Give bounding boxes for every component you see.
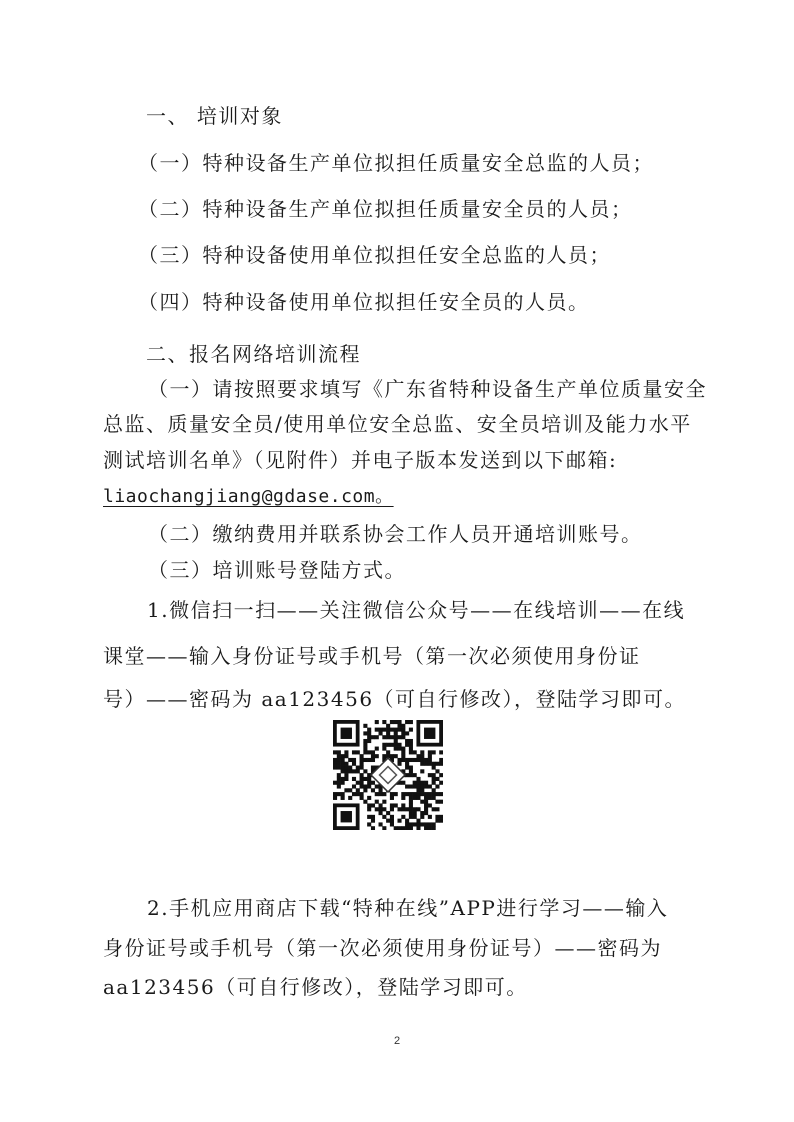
list-item: （四）特种设备使用单位拟担任安全员的人员。 [138, 290, 590, 314]
section-heading-registration: 二、报名网络培训流程 [146, 342, 361, 366]
section-heading-training-targets: 一、 培训对象 [146, 104, 283, 128]
paragraph-line: 测试培训名单》（见附件）并电子版本发送到以下邮箱: [103, 448, 618, 472]
paragraph-line: （一）请按照要求填写《广东省特种设备生产单位质量安全 [148, 377, 707, 401]
paragraph-line: （三）培训账号登陆方式。 [148, 558, 406, 582]
list-item: （二）特种设备生产单位拟担任质量安全员的人员； [138, 197, 633, 221]
qr-code-icon [333, 720, 443, 830]
paragraph-line: 总监、质量安全员/使用单位安全总监、安全员培训及能力水平 [103, 412, 692, 436]
paragraph-line: 号）——密码为 aa123456（可自行修改），登陆学习即可。 [103, 687, 687, 711]
paragraph-line: （二）缴纳费用并联系协会工作人员开通培训账号。 [148, 522, 643, 546]
list-item: （一）特种设备生产单位拟担任质量安全总监的人员； [138, 151, 654, 175]
list-item: （三）特种设备使用单位拟担任安全总监的人员； [138, 243, 611, 267]
email-link[interactable]: liaochangjiang@gdase.com。 [103, 486, 394, 507]
page-number: 2 [393, 1035, 401, 1047]
paragraph-line: 2.手机应用商店下载“特种在线”APP进行学习——输入 [147, 896, 669, 920]
paragraph-line: aa123456（可自行修改），登陆学习即可。 [103, 975, 528, 999]
paragraph-line: 课堂——输入身份证号或手机号（第一次必须使用身份证 [103, 644, 641, 668]
paragraph-line: 身份证号或手机号（第一次必须使用身份证号）——密码为 [103, 936, 662, 960]
paragraph-line: 1.微信扫一扫——关注微信公众号——在线培训——在线 [147, 598, 686, 622]
